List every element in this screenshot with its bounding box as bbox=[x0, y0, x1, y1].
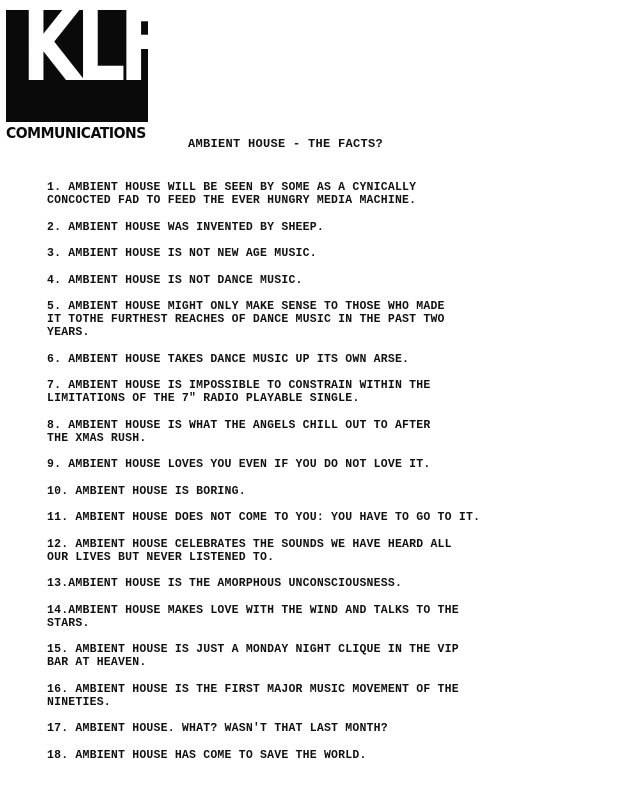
fact-item: 15. AMBIENT HOUSE IS JUST A MONDAY NIGHT CLIQUE IN THE VIP BAR AT HEAVEN. bbox=[47, 643, 459, 669]
fact-item: 13.AMBIENT HOUSE IS THE AMORPHOUS UNCONSCIOUSNESS. bbox=[47, 577, 403, 590]
fact-item: 18. AMBIENT HOUSE HAS COME TO SAVE THE WORLD. bbox=[47, 748, 367, 762]
klf-logo bbox=[6, 0, 167, 148]
fact-item: 7. AMBIENT HOUSE IS IMPOSSIBLE TO CONSTRAIN WITHIN THE LIMITATIONS OF THE 7" RADIO PLAYABLE SINGLE. bbox=[47, 379, 431, 405]
fact-item: 1. AMBIENT HOUSE WILL BE SEEN BY SOME AS A CYNICALLY CONCOCTED FAD TO FEED THE EVER HUNGRY MEDIA MACHINE. bbox=[47, 181, 417, 207]
fact-item: 4. AMBIENT HOUSE IS NOT DANCE MUSIC. bbox=[47, 273, 303, 287]
facts-list bbox=[47, 181, 587, 775]
fact-item: 16. AMBIENT HOUSE IS THE FIRST MAJOR MUSIC MOVEMENT OF THE NINETIES. bbox=[47, 682, 459, 709]
logo-letters: KLF bbox=[21, 0, 167, 104]
fact-item: 11. AMBIENT HOUSE DOES NOT COME TO YOU: YOU HAVE TO GO TO IT. bbox=[47, 511, 481, 524]
fact-item: 2. AMBIENT HOUSE WAS INVENTED BY SHEEP. bbox=[47, 220, 324, 234]
fact-item: 14.AMBIENT HOUSE MAKES LOVE WITH THE WIND AND TALKS TO THE STARS. bbox=[47, 603, 459, 630]
logo-block bbox=[6, 0, 167, 122]
document-title: AMBIENT HOUSE - THE FACTS? bbox=[188, 137, 384, 151]
fact-item: 17. AMBIENT HOUSE. WHAT? WASN'T THAT LAST MONTH? bbox=[47, 722, 388, 735]
fact-item: 8. AMBIENT HOUSE IS WHAT THE ANGELS CHILL OUT TO AFTER THE XMAS RUSH. bbox=[47, 418, 431, 445]
fact-item: 6. AMBIENT HOUSE TAKES DANCE MUSIC UP ITS OWN ARSE. bbox=[47, 352, 410, 366]
fact-item: 3. AMBIENT HOUSE IS NOT NEW AGE MUSIC. bbox=[47, 247, 317, 260]
fact-item: 9. AMBIENT HOUSE LOVES YOU EVEN IF YOU DO NOT LOVE IT. bbox=[47, 458, 431, 471]
fact-item: 12. AMBIENT HOUSE CELEBRATES THE SOUNDS WE HAVE HEARD ALL OUR LIVES BUT NEVER LISTENED TO. bbox=[47, 537, 452, 564]
fact-item: 10. AMBIENT HOUSE IS BORING. bbox=[47, 484, 246, 498]
fact-item: 5. AMBIENT HOUSE MIGHT ONLY MAKE SENSE TO THOSE WHO MADE IT TOTHE FURTHEST REACHES OF DANCE MUSIC IN THE PAST TWO YEARS. bbox=[47, 300, 445, 339]
logo-subtitle: COMMUNICATIONS bbox=[6, 124, 146, 142]
